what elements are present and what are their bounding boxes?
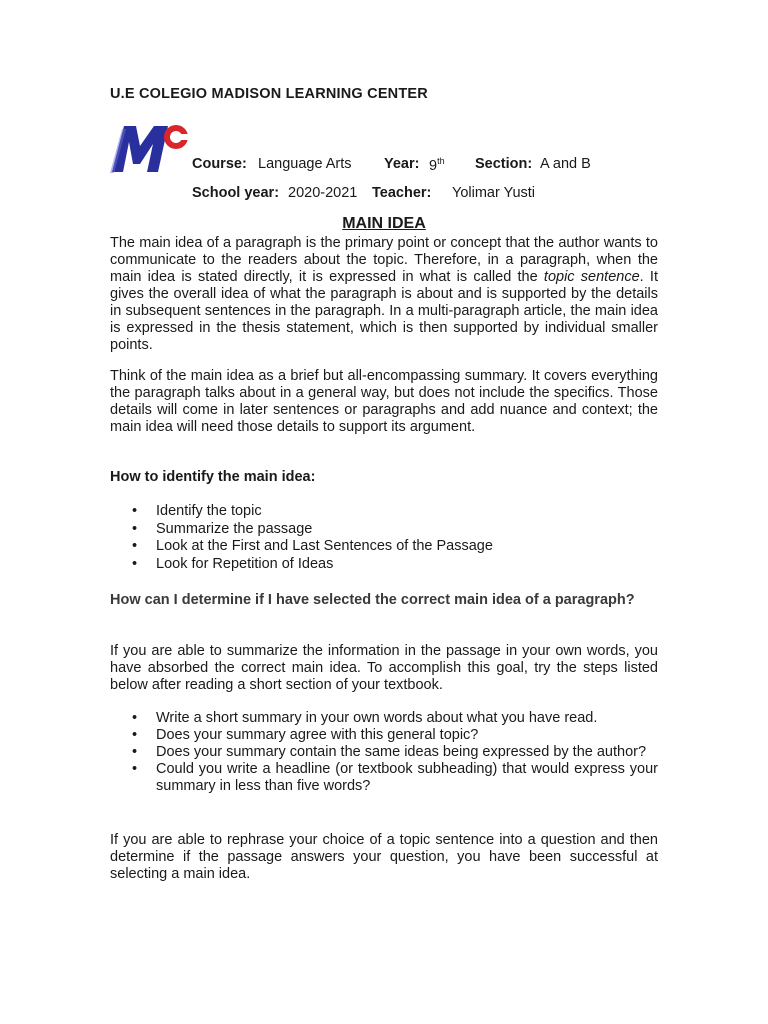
list-item: • Summarize the passage (110, 521, 658, 539)
year-suffix: th (437, 156, 445, 166)
section-value: A and B (540, 156, 591, 172)
paragraph-3: If you are able to summarize the information in the passage in your own words, you have absorbed the correct main idea. To accomplish this goal, try the steps listed below after reading a short section of your textbook. (110, 643, 658, 693)
paragraph-1-italic: topic sentence (543, 269, 640, 285)
paragraph-2: Think of the main idea as a brief but all-encompassing summary. It covers everything the paragraph talks about in a general way, but does not include the specifics. Those details will come in later sentences or paragraphs and add nuance and context; the main idea will need those details to support its argument. (110, 368, 658, 435)
teacher-label: Teacher: (372, 185, 432, 201)
summary-steps-list (110, 710, 658, 795)
school-name: U.E COLEGIO MADISON LEARNING CENTER (110, 86, 428, 102)
school-logo (110, 120, 190, 174)
year-label: Year: (384, 156, 420, 172)
paragraph-1-text-b: . It gives the overall idea of what the paragraph is about and is supported by the details in subsequent sentences in the paragraph. In a multi-paragraph article, the main idea is expressed in the thesis statement, which is then supported by individual smaller points. (110, 269, 658, 353)
school-year-label: School year: (192, 185, 280, 201)
list-item: • Does your summary contain the same ideas being expressed by the author? (110, 744, 658, 761)
year-value-group (429, 156, 445, 174)
list-item: • Identify the topic (110, 503, 658, 521)
page-title: MAIN IDEA (342, 215, 426, 232)
list-item: • Does your summary agree with this general topic? (110, 727, 658, 744)
list-item: • Look for Repetition of Ideas (110, 556, 658, 574)
paragraph-1-text-a: The main idea of a paragraph is the primary point or concept that the author wants to communicate to the readers about the topic. Therefore, in a paragraph, when the main idea is stated directly, it is expressed in what is called the (110, 235, 658, 285)
heading-identify-main-idea: How to identify the main idea: (110, 469, 316, 485)
school-year-value: 2020-2021 (288, 185, 358, 201)
section-label: Section: (475, 156, 533, 172)
paragraph-4: If you are able to rephrase your choice of a topic sentence into a question and then determine if the passage answers your question, you have been successful at selecting a main idea. (110, 832, 658, 882)
paragraph-1 (110, 235, 658, 354)
identify-steps-list (110, 503, 658, 573)
year-value: 9 (429, 157, 438, 174)
course-value: Language Arts (258, 156, 352, 172)
list-item: • Look at the First and Last Sentences of the Passage (110, 538, 658, 556)
heading-determine-main-idea: How can I determine if I have selected the correct main idea of a paragraph? (110, 592, 635, 608)
teacher-value: Yolimar Yusti (452, 185, 536, 201)
course-label: Course: (192, 156, 247, 172)
list-item: • Could you write a headline (or textbook subheading) that would express your summary in less than five words? (110, 761, 658, 795)
list-item: • Write a short summary in your own words about what you have read. (110, 710, 658, 727)
